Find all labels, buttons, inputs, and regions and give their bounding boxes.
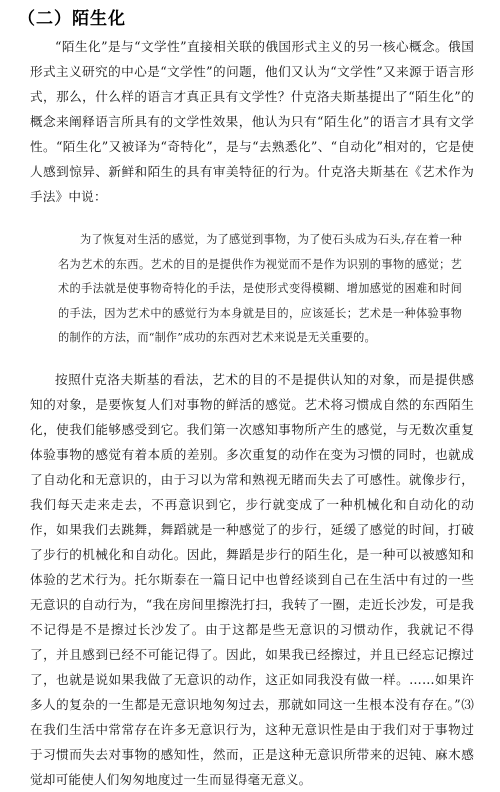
- section-heading: （二）陌生化: [18, 9, 126, 29]
- block-quote: 为了恢复对生活的感觉，为了感觉到事物，为了使石头成为石头,存在着一种名为艺术的东西。艺术的目的是提供作为视觉而不是作为识别的事物的感觉；艺术的手法就是使事物奇特化的手法，是使形式变得模糊、增加感觉的困难和时间的手法，因为艺术中的感觉行为本身就是目的，应该延长；艺术是一种体验事物的制作的方法，而“制作”成功的东西对艺术来说是无关重要的。: [58, 233, 462, 344]
- paragraph-intro: “陌生化”是与“文学性”直接相关联的俄国形式主义的另一核心概念。俄国形式主义研究的中心是“文学性”的问题，他们又认为“文学性”又来源于语言形式，那么，什么样的语言才真正具有文学性？什克洛夫斯基提出了“陌生化”的概念来阐释语言所具有的文学性效果，他认为只有“陌生化”的语言才具有文学性。“陌生化”又被译为“奇特化”，是与“去熟悉化”、“自动化”相对的，它是使人感到惊异、新鲜和陌生的具有审美特征的行为。什克洛夫斯基在《艺术作为手法》中说：: [30, 39, 474, 204]
- paragraph-explanation: 按照什克洛夫斯基的看法，艺术的目的不是提供认知的对象，而是提供感知的对象，是要恢复人们对事物的鲜活的感觉。艺术将习惯成自然的东西陌生化，使我们能够感受到它。我们第一次感知事物所产生的感觉，与无数次重复体验事物的感觉有着本质的差别。多次重复的动作在变为习惯的同时，也就成了自动化和无意识的，由于习以为常和熟视无睹而失去了可感性。就像步行，我们每天走来走去，不再意识到它，步行就变成了一种机械化和自动化的动作，如果我们去跳舞，舞蹈就是一种感觉了的步行，延缓了感觉的时间，打破了步行的机械化和自动化。因此，舞蹈是步行的陌生化，是一种可以被感知和体验的艺术行为。托尔斯泰在一篇日记中也曾经谈到自己在生活中有过的一些无意识的自动行为，“我在房间里擦洗打扫，我转了一圈，走近长沙发，可是我不记得是不是擦过长沙发了。由于这都是些无意识的习惯动作，我就记不得了，并且感到已经不可能记得了。因此，如果我已经擦过，并且已经忘记擦过了，也就是说如果我做了无意识的动作，这正如同我没有做一样。……如果许多人的复杂的一生都是无意识地匆匆过去，那就如同这一生根本没有存在。”⑶在我们生活中常常存在许多无意识行为，这种无意识性是由于我们对于事物过于习惯而失去对事物的感知性，然而，正是这种无意识所带来的迟钝、麻木感觉却可能使人们匆匆地度过一生而显得毫无意义。: [30, 372, 474, 787]
